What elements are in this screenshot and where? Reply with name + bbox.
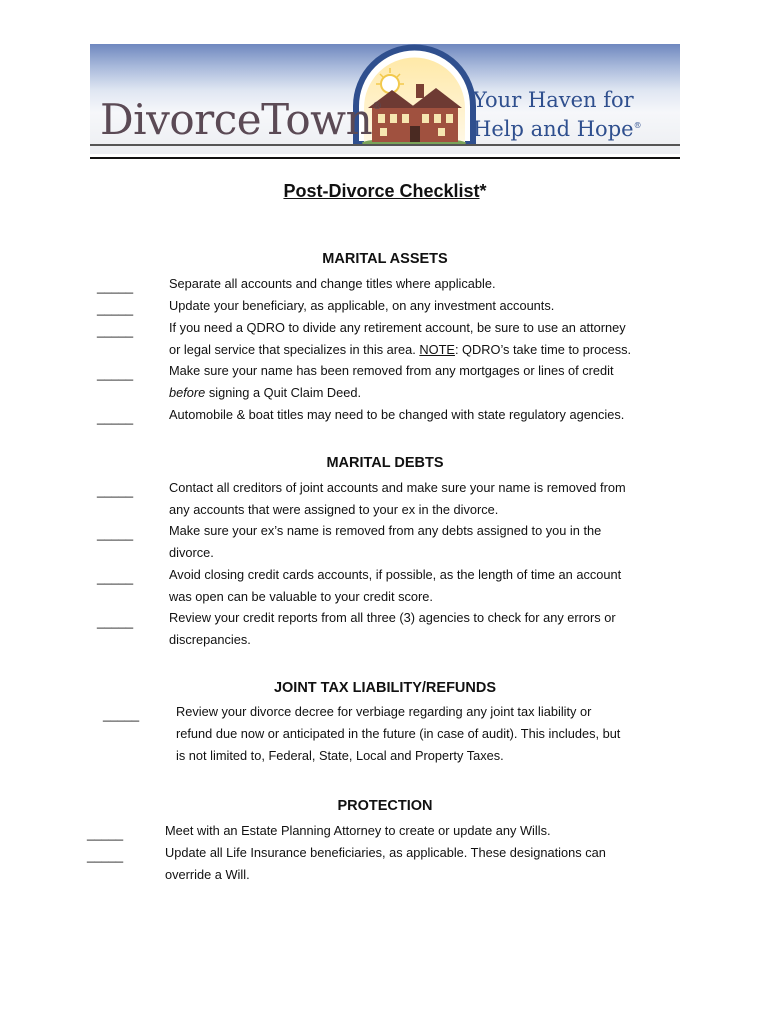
checklist-item-text: was open can be valuable to your credit score. [169,589,433,604]
checkbox-blank[interactable]: _____ [97,410,134,425]
checklist-item-text: Update your beneficiary, as applicable, on any investment accounts. [169,298,555,313]
section-heading-marital-debts: MARITAL DEBTS [326,455,444,471]
checkbox-blank[interactable]: _____ [87,848,124,863]
checklist-item-text: discrepancies. [169,632,251,647]
checklist-item-text: Contact all creditors of joint accounts and make sure your name is removed from [169,480,626,495]
checklist-item-text: or legal service that specializes in this area. NOTE: QDRO’s take time to process. [169,342,632,357]
section-heading-joint-tax: JOINT TAX LIABILITY/REFUNDS [273,680,497,696]
checkbox-blank[interactable]: _____ [97,526,134,541]
brand-tagline [473,88,642,142]
checkbox-blank[interactable]: _____ [97,570,134,585]
emphasis-before: before [169,385,206,400]
checklist-item-text: Separate all accounts and change titles where applicable. [169,276,496,291]
checklist-item-text: Avoid closing credit cards accounts, if possible, as the length of time an account [169,567,622,582]
checklist-item-text: override a Will. [165,867,250,882]
checkbox-blank[interactable]: _____ [87,826,124,841]
checklist-item-text: Automobile & boat titles may need to be changed with state regulatory agencies. [169,407,625,422]
checkbox-blank[interactable]: _____ [103,707,140,722]
brand-name: DivorceTown® [100,95,382,144]
checkbox-blank[interactable]: _____ [97,614,134,629]
section-heading-protection: PROTECTION [337,798,433,814]
checklist-item-text: refund due now or anticipated in the future (in case of audit). This includes, but [176,726,621,741]
section-heading-marital-assets: MARITAL ASSETS [322,251,448,267]
checklist-item-text: Meet with an Estate Planning Attorney to create or update any Wills. [165,823,551,838]
banner-rule-bottom [90,157,680,159]
checklist-item-text: If you need a QDRO to divide any retirement account, be sure to use an attorney [169,320,626,335]
checklist-item-text: Review your divorce decree for verbiage regarding any joint tax liability or [176,704,592,719]
checkbox-blank[interactable]: _____ [97,279,134,294]
tagline-line-1: Your Haven for [473,88,634,112]
checklist-item-text: Update all Life Insurance beneficiaries, as applicable. These designations can [165,845,606,860]
checkbox-blank[interactable]: _____ [97,483,134,498]
checklist-item-text: divorce. [169,545,214,560]
checklist-item-text: before signing a Quit Claim Deed. [169,385,362,400]
checklist-item-text: Make sure your ex’s name is removed from any debts assigned to you in the [169,523,602,538]
banner-rule-top [90,144,680,146]
page-title: Post-Divorce Checklist* [283,181,487,201]
checklist-item-text: Review your credit reports from all three (3) agencies to check for any errors or [169,610,616,625]
checklist-item-text: is not limited to, Federal, State, Local and Property Taxes. [176,748,504,763]
header-banner [90,44,680,160]
checkbox-blank[interactable]: _____ [97,301,134,316]
note-label: NOTE [419,342,455,357]
checkbox-blank[interactable]: _____ [97,366,134,381]
checklist-item-text: any accounts that were assigned to your ex in the divorce. [169,502,499,517]
tagline-line-2: Help and Hope® [473,117,642,141]
checkbox-blank[interactable]: _____ [97,323,134,338]
checklist-item-text: Make sure your name has been removed from any mortgages or lines of credit [169,363,614,378]
